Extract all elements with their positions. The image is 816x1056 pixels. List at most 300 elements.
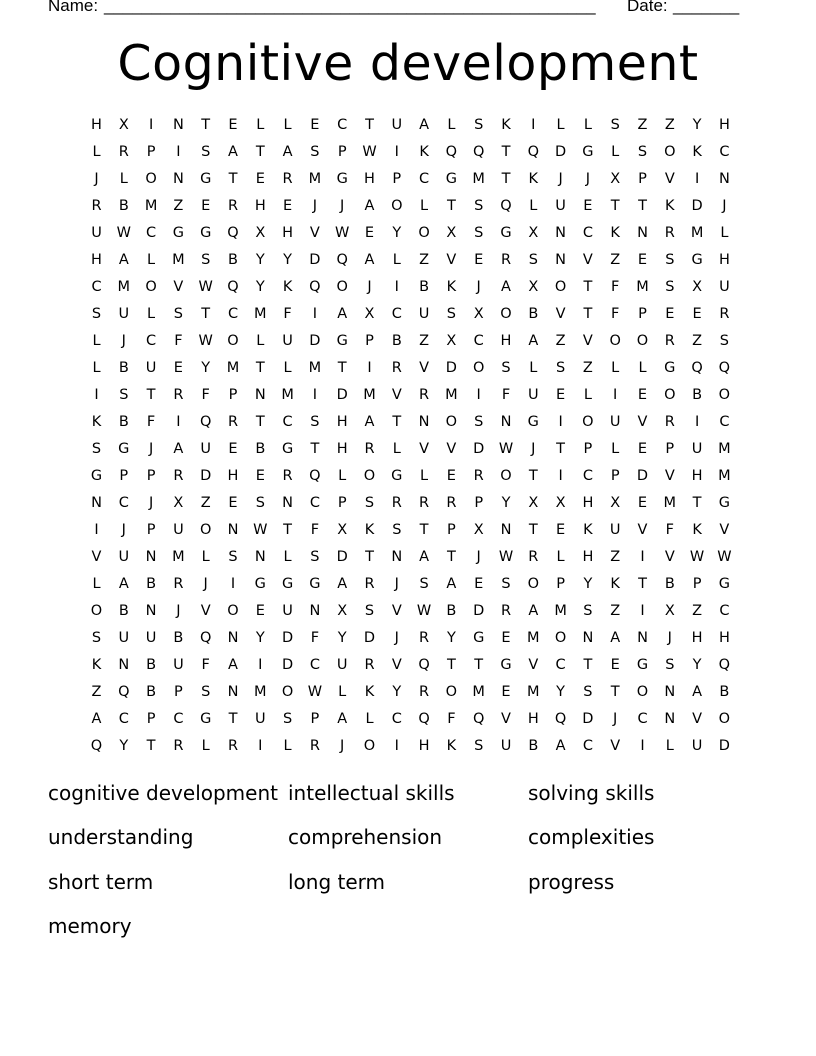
grid-letter: M <box>144 198 158 214</box>
grid-letter: Q <box>118 684 130 700</box>
grid-letter: F <box>310 630 320 646</box>
grid-letter: T <box>446 657 456 673</box>
grid-letter: H <box>91 252 102 268</box>
grid-letter: Z <box>582 360 593 376</box>
grid-letter: S <box>228 549 238 565</box>
grid-letter: J <box>476 549 481 565</box>
grid-letter: R <box>91 198 102 214</box>
grid-letter: I <box>94 522 99 538</box>
grid-letter: X <box>664 603 675 619</box>
grid-letter: K <box>528 171 539 187</box>
word-list-item: long term <box>288 870 386 894</box>
grid-letter: N <box>718 171 730 187</box>
grid-letter: T <box>365 549 374 565</box>
grid-letter: R <box>227 198 239 214</box>
grid-letter: S <box>474 414 484 430</box>
grid-letter: C <box>337 117 348 133</box>
grid-letter: A <box>228 657 238 673</box>
grid-letter: B <box>255 441 266 457</box>
grid-letter: G <box>200 225 212 241</box>
grid-letter: L <box>638 360 647 376</box>
grid-letter: R <box>364 576 375 592</box>
grid-letter: T <box>228 171 238 187</box>
grid-letter: E <box>255 468 265 484</box>
grid-letter: C <box>719 603 730 619</box>
grid-letter: B <box>118 414 129 430</box>
grid-letter: J <box>394 630 399 646</box>
grid-letter: X <box>473 306 484 322</box>
grid-letter: R <box>364 441 375 457</box>
grid-letter: L <box>529 198 538 214</box>
grid-letter: S <box>119 387 129 403</box>
grid-letter: R <box>173 738 184 754</box>
grid-letter: V <box>719 522 730 538</box>
grid-letter: O <box>445 414 458 430</box>
grid-letter: P <box>146 468 156 484</box>
grid-letter: S <box>637 144 648 160</box>
grid-letter: N <box>418 414 430 430</box>
grid-letter: L <box>611 360 620 376</box>
grid-letter: A <box>173 441 184 457</box>
grid-letter: D <box>282 657 294 673</box>
grid-letter: V <box>664 549 675 565</box>
grid-letter: R <box>419 684 430 700</box>
grid-letter: J <box>531 441 536 457</box>
grid-letter: P <box>638 171 647 187</box>
grid-letter: R <box>227 738 239 754</box>
grid-letter: P <box>610 468 620 484</box>
grid-letter: T <box>419 522 429 538</box>
grid-letter: V <box>391 387 402 403</box>
grid-letter: P <box>337 144 347 160</box>
grid-letter: R <box>309 738 320 754</box>
grid-letter: R <box>446 495 457 511</box>
grid-letter: T <box>583 306 593 322</box>
grid-letter: H <box>718 252 730 268</box>
grid-letter: G <box>90 468 103 484</box>
grid-letter: Z <box>637 117 648 133</box>
grid-letter: L <box>147 252 156 268</box>
grid-letter: E <box>637 495 648 511</box>
grid-letter: R <box>500 603 512 619</box>
grid-letter: E <box>501 630 511 646</box>
grid-letter: C <box>582 225 593 241</box>
grid-letter: N <box>637 225 648 241</box>
grid-letter: Q <box>418 657 430 673</box>
grid-letter: H <box>718 117 730 133</box>
grid-letter: B <box>391 333 402 349</box>
grid-letter: G <box>718 495 731 511</box>
grid-letter: V <box>637 414 648 430</box>
grid-letter: N <box>582 630 594 646</box>
grid-letter: G <box>118 441 130 457</box>
grid-letter: M <box>308 171 322 187</box>
grid-letter: E <box>556 387 566 403</box>
grid-letter: S <box>610 117 620 133</box>
grid-letter: D <box>555 144 567 160</box>
grid-letter: A <box>419 549 430 565</box>
grid-letter: R <box>719 306 730 322</box>
grid-letter: C <box>582 468 593 484</box>
grid-letter: Z <box>91 684 102 700</box>
grid-letter: H <box>418 738 430 754</box>
grid-letter: S <box>201 144 211 160</box>
grid-letter: S <box>310 414 320 430</box>
grid-letter: T <box>228 711 238 727</box>
grid-letter: M <box>527 630 540 646</box>
grid-letter: S <box>282 711 293 727</box>
grid-letter: D <box>473 441 485 457</box>
grid-letter: L <box>283 360 292 376</box>
grid-letter: L <box>147 306 156 322</box>
grid-letter: J <box>476 279 481 295</box>
grid-letter: G <box>718 576 731 592</box>
grid-letter: G <box>200 171 212 187</box>
word-list-item: short term <box>48 870 154 894</box>
grid-letter: D <box>336 387 348 403</box>
grid-letter: Z <box>610 603 621 619</box>
grid-letter: U <box>145 360 157 376</box>
grid-letter: V <box>582 333 593 349</box>
grid-letter: R <box>528 549 539 565</box>
grid-letter: T <box>610 198 620 214</box>
grid-letter: S <box>419 576 429 592</box>
grid-letter: D <box>445 360 457 376</box>
grid-letter: U <box>91 225 102 241</box>
grid-letter: S <box>364 495 375 511</box>
grid-letter: C <box>173 711 184 727</box>
grid-letter: H <box>336 414 348 430</box>
grid-letter: V <box>446 441 457 457</box>
grid-letter: F <box>201 657 210 673</box>
grid-letter: F <box>146 414 156 430</box>
grid-letter: U <box>391 117 403 133</box>
grid-letter: T <box>146 387 156 403</box>
grid-letter: P <box>119 468 129 484</box>
grid-letter: D <box>200 468 212 484</box>
grid-letter: K <box>692 144 702 160</box>
grid-letter: Q <box>718 360 731 376</box>
grid-letter: V <box>91 549 102 565</box>
grid-letter: Q <box>227 279 239 295</box>
grid-letter: H <box>282 225 294 241</box>
grid-letter: G <box>281 576 294 592</box>
grid-letter: U <box>418 306 430 322</box>
grid-letter: X <box>555 495 566 511</box>
grid-letter: Y <box>119 738 129 754</box>
grid-letter: A <box>692 684 703 700</box>
grid-letter: O <box>363 468 376 484</box>
grid-letter: J <box>121 522 126 538</box>
grid-letter: I <box>531 117 536 133</box>
grid-letter: E <box>228 441 238 457</box>
grid-letter: T <box>638 198 647 214</box>
grid-letter: P <box>447 522 456 538</box>
grid-letter: R <box>500 252 512 268</box>
grid-letter: A <box>118 252 129 268</box>
grid-letter: H <box>582 495 594 511</box>
grid-letter: G <box>500 657 512 673</box>
grid-letter: W <box>416 603 432 619</box>
grid-letter: H <box>364 171 375 187</box>
grid-letter: L <box>556 549 565 565</box>
grid-letter: R <box>664 414 675 430</box>
grid-letter: Y <box>283 252 293 268</box>
grid-letter: T <box>501 144 511 160</box>
grid-letter: N <box>555 225 567 241</box>
grid-letter: T <box>201 117 211 133</box>
grid-letter: D <box>691 198 703 214</box>
grid-letter: H <box>582 549 594 565</box>
grid-letter: A <box>364 252 375 268</box>
grid-letter: K <box>610 576 620 592</box>
grid-letter: Q <box>445 144 458 160</box>
grid-letter: P <box>146 522 156 538</box>
grid-letter: R <box>118 144 129 160</box>
grid-letter: O <box>554 630 567 646</box>
grid-letter: F <box>665 522 674 538</box>
grid-letter: V <box>664 171 675 187</box>
grid-letter: I <box>312 387 318 403</box>
grid-letter: V <box>391 603 402 619</box>
grid-letter: Y <box>255 630 265 646</box>
grid-letter: R <box>173 576 184 592</box>
grid-letter: N <box>555 252 567 268</box>
grid-letter: E <box>610 657 620 673</box>
grid-letter: A <box>337 576 348 592</box>
grid-letter: O <box>227 333 239 349</box>
grid-letter: T <box>692 495 702 511</box>
grid-letter: Q <box>527 144 539 160</box>
grid-letter: J <box>367 279 372 295</box>
grid-letter: W <box>689 549 705 565</box>
grid-letter: L <box>338 468 347 484</box>
grid-letter: X <box>364 306 375 322</box>
grid-letter: O <box>636 333 649 349</box>
grid-letter: V <box>419 360 430 376</box>
grid-letter: W <box>335 225 350 241</box>
grid-letter: R <box>419 630 430 646</box>
grid-letter: R <box>391 360 402 376</box>
grid-letter: G <box>172 225 185 241</box>
grid-letter: G <box>254 576 266 592</box>
grid-letter: O <box>145 171 157 187</box>
grid-letter: K <box>446 279 457 295</box>
grid-letter: J <box>722 198 727 214</box>
grid-letter: S <box>255 495 265 511</box>
grid-letter: Y <box>392 684 402 700</box>
grid-letter: N <box>500 414 512 430</box>
grid-letter: Y <box>255 252 265 268</box>
grid-letter: T <box>528 468 538 484</box>
grid-letter: S <box>583 684 593 700</box>
grid-letter: V <box>637 522 648 538</box>
grid-letter: U <box>691 441 703 457</box>
grid-letter: Q <box>472 144 485 160</box>
grid-letter: L <box>92 360 101 376</box>
grid-letter: F <box>310 522 320 538</box>
grid-letter: M <box>445 387 458 403</box>
grid-letter: X <box>528 279 539 295</box>
grid-letter: T <box>556 441 566 457</box>
grid-letter: U <box>500 738 512 754</box>
grid-letter: C <box>719 414 730 430</box>
grid-letter: Y <box>392 225 402 241</box>
grid-letter: S <box>91 630 102 646</box>
grid-letter: C <box>309 495 320 511</box>
grid-letter: Z <box>692 333 703 349</box>
grid-letter: A <box>555 738 566 754</box>
grid-letter: L <box>256 117 265 133</box>
grid-letter: U <box>336 657 348 673</box>
grid-letter: W <box>498 441 514 457</box>
grid-letter: P <box>392 171 402 187</box>
grid-letter: U <box>282 333 293 349</box>
grid-letter: D <box>309 333 321 349</box>
grid-letter: S <box>474 117 484 133</box>
grid-letter: X <box>610 171 621 187</box>
grid-letter: Y <box>337 630 347 646</box>
grid-letter: R <box>664 225 675 241</box>
grid-letter: U <box>118 630 130 646</box>
grid-letter: U <box>118 306 130 322</box>
grid-letter: X <box>337 522 348 538</box>
grid-letter: N <box>254 549 266 565</box>
grid-letter: O <box>718 711 731 727</box>
grid-letter: S <box>91 306 102 322</box>
grid-letter: A <box>337 306 348 322</box>
grid-letter: T <box>638 576 647 592</box>
grid-letter: G <box>527 414 539 430</box>
grid-letter: U <box>282 603 293 619</box>
grid-letter: T <box>255 414 265 430</box>
grid-letter: W <box>253 522 268 538</box>
grid-letter: N <box>172 171 184 187</box>
grid-letter: T <box>501 171 511 187</box>
grid-letter: K <box>583 522 593 538</box>
grid-letter: S <box>719 333 729 349</box>
grid-letter: L <box>611 441 620 457</box>
grid-letter: O <box>718 387 731 403</box>
word-list-item: solving skills <box>528 781 655 805</box>
grid-letter: T <box>610 684 620 700</box>
grid-letter: B <box>446 603 457 619</box>
word-list-item: memory <box>48 914 132 938</box>
grid-letter: N <box>145 603 157 619</box>
grid-letter: O <box>664 144 676 160</box>
grid-letter: W <box>198 333 213 349</box>
grid-letter: L <box>256 333 265 349</box>
grid-letter: Q <box>199 630 212 646</box>
grid-letter: J <box>94 171 99 187</box>
grid-letter: H <box>227 468 239 484</box>
grid-letter: Z <box>173 198 184 214</box>
grid-letter: A <box>91 711 102 727</box>
grid-letter: G <box>336 333 348 349</box>
grid-letter: I <box>176 144 181 160</box>
grid-letter: D <box>282 630 294 646</box>
grid-letter: D <box>336 549 348 565</box>
grid-letter: X <box>528 495 539 511</box>
grid-letter: X <box>118 117 129 133</box>
grid-letter: M <box>226 360 240 376</box>
grid-letter: L <box>283 549 292 565</box>
grid-letter: T <box>583 279 593 295</box>
grid-letter: Y <box>201 360 211 376</box>
grid-letter: U <box>254 711 266 727</box>
grid-letter: T <box>283 522 293 538</box>
grid-letter: T <box>310 441 320 457</box>
grid-letter: H <box>91 117 102 133</box>
grid-letter: F <box>501 387 511 403</box>
grid-letter: U <box>173 657 184 673</box>
grid-letter: D <box>363 630 376 646</box>
grid-letter: T <box>365 117 374 133</box>
grid-letter: I <box>312 306 318 322</box>
grid-letter: E <box>501 684 511 700</box>
grid-letter: Z <box>555 333 566 349</box>
grid-letter: M <box>117 279 131 295</box>
grid-letter: I <box>258 738 263 754</box>
grid-letter: D <box>718 738 730 754</box>
grid-letter: P <box>228 387 238 403</box>
grid-letter: E <box>228 495 238 511</box>
grid-letter: L <box>92 144 101 160</box>
grid-letter: G <box>582 144 594 160</box>
grid-letter: N <box>391 549 403 565</box>
grid-letter: W <box>116 225 131 241</box>
grid-letter: S <box>665 657 675 673</box>
word-list-item: complexities <box>528 825 655 849</box>
grid-letter: I <box>640 738 645 754</box>
grid-letter: F <box>447 711 456 727</box>
grid-letter: S <box>665 252 675 268</box>
grid-letter: E <box>665 306 675 322</box>
grid-letter: N <box>500 522 512 538</box>
grid-letter: G <box>500 225 512 241</box>
grid-letter: E <box>637 252 648 268</box>
grid-letter: J <box>585 171 591 187</box>
grid-letter: G <box>636 657 649 673</box>
grid-letter: C <box>582 738 593 754</box>
grid-letter: U <box>609 414 621 430</box>
grid-letter: I <box>694 171 700 187</box>
grid-letter: S <box>528 252 538 268</box>
grid-letter: Q <box>199 414 212 430</box>
grid-letter: U <box>173 522 184 538</box>
grid-letter: V <box>501 711 511 727</box>
grid-letter: C <box>91 279 102 295</box>
grid-letter: V <box>528 657 539 673</box>
grid-letter: Y <box>692 657 702 673</box>
grid-letter: A <box>118 576 129 592</box>
grid-letter: W <box>307 684 323 700</box>
grid-letter: Q <box>500 198 512 214</box>
grid-letter: R <box>173 387 184 403</box>
grid-letter: M <box>281 387 294 403</box>
grid-letter: Y <box>501 495 511 511</box>
grid-letter: P <box>583 441 593 457</box>
grid-letter: S <box>310 549 320 565</box>
grid-letter: E <box>556 522 566 538</box>
grid-letter: L <box>392 441 401 457</box>
grid-letter: M <box>172 252 185 268</box>
grid-letter: L <box>420 198 429 214</box>
grid-letter: I <box>640 603 645 619</box>
grid-letter: O <box>500 306 512 322</box>
grid-letter: V <box>664 468 675 484</box>
grid-letter: S <box>583 603 593 619</box>
